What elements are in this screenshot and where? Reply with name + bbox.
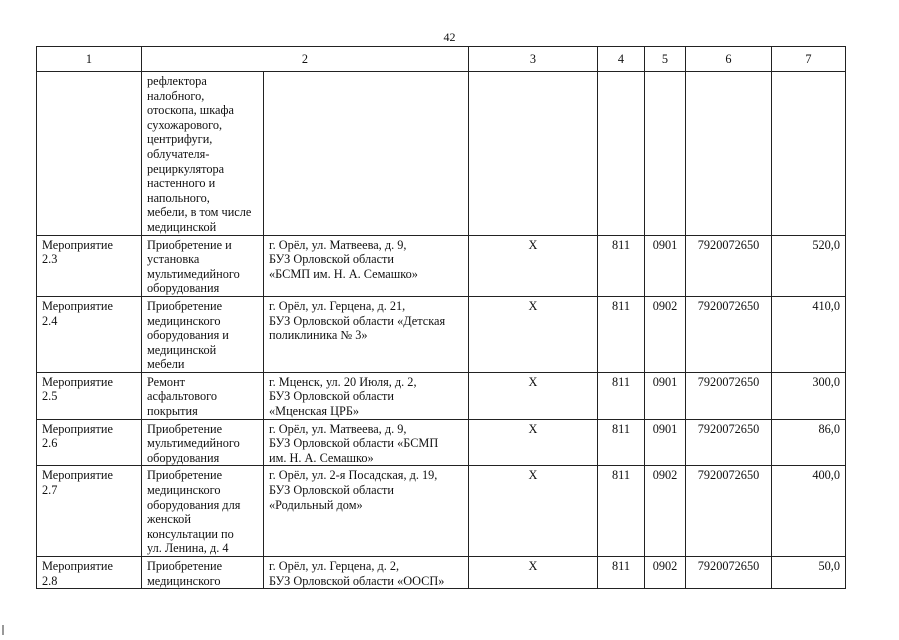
row-col3-cell: Х [469, 419, 598, 466]
row-col7-cell: 300,0 [772, 372, 846, 419]
header-col-2: 2 [142, 47, 469, 72]
row-item-cell: Приобретение медицинского оборудования и медицинской мебели [142, 296, 264, 372]
row-col6-cell: 7920072650 [686, 372, 772, 419]
table-row [37, 372, 846, 419]
row-col7-cell: 50,0 [772, 557, 846, 589]
row-col4-cell: 811 [598, 235, 645, 296]
row-col7-cell: 520,0 [772, 235, 846, 296]
row-col3-cell [469, 72, 598, 236]
row-col6-cell: 7920072650 [686, 466, 772, 557]
row-col5-cell [645, 72, 686, 236]
row-col6-cell: 7920072650 [686, 557, 772, 589]
table-row [37, 235, 846, 296]
row-col5-cell: 0902 [645, 466, 686, 557]
row-col3-cell: Х [469, 466, 598, 557]
page-number: 42 [443, 30, 456, 44]
header-col-4: 4 [598, 47, 645, 72]
table-row [37, 72, 846, 236]
row-id-cell: Мероприятие 2.4 [37, 296, 142, 372]
row-item-cell: рефлектора налобного, отоскопа, шкафа сухожарового, центрифуги, облучателя- рециркулятора настенного и напольного, мебели, в том числе медицинской [142, 72, 264, 236]
row-col6-cell: 7920072650 [686, 296, 772, 372]
row-col4-cell [598, 72, 645, 236]
row-id-cell: Мероприятие 2.3 [37, 235, 142, 296]
row-col6-cell [686, 72, 772, 236]
row-col6-cell: 7920072650 [686, 235, 772, 296]
row-col7-cell: 86,0 [772, 419, 846, 466]
row-col7-cell: 410,0 [772, 296, 846, 372]
row-id-cell [37, 72, 142, 236]
row-col6-cell: 7920072650 [686, 419, 772, 466]
row-col7-cell [772, 72, 846, 236]
row-address-cell: г. Орёл, ул. 2-я Посадская, д. 19, БУЗ Орловской области «Родильный дом» [264, 466, 469, 557]
header-col-3: 3 [469, 47, 598, 72]
row-col5-cell: 0902 [645, 296, 686, 372]
row-col5-cell: 0902 [645, 557, 686, 589]
header-col-7: 7 [772, 47, 846, 72]
row-col3-cell: Х [469, 235, 598, 296]
row-id-cell: Мероприятие 2.6 [37, 419, 142, 466]
row-address-cell: г. Орёл, ул. Герцена, д. 2, БУЗ Орловской области «ООСП» [264, 557, 469, 589]
row-address-cell: г. Орёл, ул. Герцена, д. 21, БУЗ Орловской области «Детская поликлиника № 3» [264, 296, 469, 372]
table-row [37, 557, 846, 589]
row-item-cell: Ремонт асфальтового покрытия [142, 372, 264, 419]
row-col3-cell: Х [469, 372, 598, 419]
header-col-5: 5 [645, 47, 686, 72]
scan-artifact [2, 625, 4, 635]
table-header-row [37, 47, 846, 72]
row-col4-cell: 811 [598, 296, 645, 372]
row-address-cell [264, 72, 469, 236]
row-item-cell: Приобретение и установка мультимедийного оборудования [142, 235, 264, 296]
table-row [37, 466, 846, 557]
table-row [37, 296, 846, 372]
row-col4-cell: 811 [598, 419, 645, 466]
table-row [37, 419, 846, 466]
row-col4-cell: 811 [598, 557, 645, 589]
row-col5-cell: 0901 [645, 235, 686, 296]
row-item-cell: Приобретение мультимедийного оборудования [142, 419, 264, 466]
row-col7-cell: 400,0 [772, 466, 846, 557]
row-item-cell: Приобретение медицинского [142, 557, 264, 589]
row-item-cell: Приобретение медицинского оборудования для женской консультации по ул. Ленина, д. 4 [142, 466, 264, 557]
row-id-cell: Мероприятие 2.8 [37, 557, 142, 589]
row-col4-cell: 811 [598, 466, 645, 557]
row-col5-cell: 0901 [645, 372, 686, 419]
header-col-6: 6 [686, 47, 772, 72]
budget-table [36, 46, 846, 589]
row-col5-cell: 0901 [645, 419, 686, 466]
row-col3-cell: Х [469, 296, 598, 372]
row-col4-cell: 811 [598, 372, 645, 419]
row-col3-cell: Х [469, 557, 598, 589]
row-address-cell: г. Орёл, ул. Матвеева, д. 9, БУЗ Орловской области «БСМП им. Н. А. Семашко» [264, 235, 469, 296]
row-id-cell: Мероприятие 2.5 [37, 372, 142, 419]
row-id-cell: Мероприятие 2.7 [37, 466, 142, 557]
header-col-1: 1 [37, 47, 142, 72]
row-address-cell: г. Орёл, ул. Матвеева, д. 9, БУЗ Орловской области «БСМП им. Н. А. Семашко» [264, 419, 469, 466]
row-address-cell: г. Мценск, ул. 20 Июля, д. 2, БУЗ Орловской области «Мценская ЦРБ» [264, 372, 469, 419]
